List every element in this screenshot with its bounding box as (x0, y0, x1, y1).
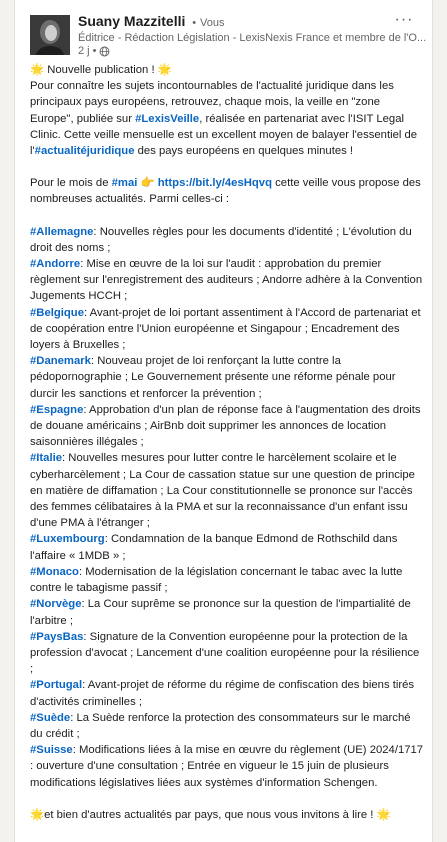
veille-link[interactable]: https://bit.ly/4esHqvq (157, 177, 272, 190)
pointing-hand-icon: 👉 (140, 177, 155, 190)
country-news-text: : Avant-projet de loi portant assentiment à l'Accord de partenariat et de coopération entre l'Union européenne et Singapour ; Encadrement des loyers à Bruxelles ; (30, 306, 421, 352)
author-name-row (78, 13, 224, 29)
country-hashtag[interactable]: #Italie (30, 452, 63, 465)
country-hashtag[interactable]: #Monaco (30, 565, 79, 578)
country-hashtag[interactable]: #Danemark (30, 355, 91, 368)
country-news-item (30, 353, 425, 402)
country-news-item (30, 596, 425, 628)
country-news-item (30, 450, 425, 531)
country-hashtag[interactable]: #Portugal (30, 679, 83, 692)
country-hashtag[interactable]: #Andorre (30, 258, 81, 271)
hashtag-lexisveille[interactable]: #LexisVeille (135, 112, 200, 125)
meta-separator: • (92, 45, 97, 57)
country-news-text: : Modernisation de la législation concernant le tabac avec la lutte contre le tabagisme passif ; (30, 565, 403, 595)
star-emoji-icon: 🌟 (30, 64, 45, 76)
month-text: cette veille vous propose des nombreuses actualités. Parmi celles-ci : (30, 177, 421, 206)
country-hashtag[interactable]: #Belgique (30, 306, 84, 319)
avatar-photo-icon (30, 15, 70, 55)
country-news-text: : La Cour suprême se prononce sur la question de l'impartialité de l'arbitre ; (30, 598, 411, 627)
country-hashtag[interactable]: #Espagne (30, 403, 84, 416)
intro-text: Pour connaître les sujets incontournables de l'actualité juridique dans les principaux pays européens, retrouvez, chaque mois, la veille en "zone Europe", publiée sur (30, 80, 394, 125)
country-news-text: : Nouvelles règles pour les documents d'identité ; L'évolution du droit des noms ; (30, 225, 412, 254)
country-news-text: : Nouvelles mesures pour lutter contre le harcèlement scolaire et le cyberharcèlement ; La Cour de cassation statue sur une question de principe en matière de diffamation ; La Cour constitutionnelle se prononce sur l'accès des femmes célibataires à la PMA et sur la reconnaissance d'un enfant issu d'une PMA à l'étranger ; (30, 452, 415, 530)
globe-icon (99, 46, 110, 57)
intro-text: des pays européens en quelques minutes ! (134, 145, 354, 158)
country-news-text: : Approbation d'un plan de réponse face à l'augmentation des droits de douane américains ; AirBnb doit supprimer les annonces de location saisonnières illégales ; (30, 403, 421, 449)
hashtag-mai[interactable]: #mai (111, 177, 138, 190)
country-news-item (30, 710, 425, 742)
outro-text: et bien d'autres actualités par pays, que nous vous invitons à lire ! (44, 808, 374, 821)
country-hashtag[interactable]: #Allemagne (30, 225, 94, 238)
country-news-item (30, 224, 425, 256)
star-emoji-icon: 🌟 (376, 808, 391, 821)
country-news-text: : Avant-projet de réforme du régime de confiscation des biens tirés d'activités criminelles ; (30, 679, 415, 708)
post-body (30, 62, 425, 823)
intro-title-line (30, 62, 425, 78)
hashtag-actualitejuridique[interactable]: #actualitéjuridique (34, 145, 135, 158)
intro-paragraph (30, 78, 425, 159)
country-news-item (30, 564, 425, 596)
author-avatar[interactable] (30, 15, 70, 55)
month-paragraph (30, 175, 425, 207)
country-news-text: : Signature de la Convention européenne pour la protection de la profession d'avocat ; Lancement d'une coalition européenne pour la résilience ; (30, 630, 420, 676)
author-headline: Éditrice - Rédaction Législation - LexisNexis France et membre de l'O... (78, 32, 427, 44)
country-news-text: : Modifications liées à la mise en œuvre du règlement (UE) 2024/1717 : ouverture d'une consultation ; Entrée en vigueur le 15 juin de plusieurs modifications législatives liées aux systèmes d'information Schengen. (30, 744, 424, 789)
more-options-button[interactable]: ··· (394, 11, 414, 28)
country-news-text: : Nouveau projet de loi renforçant la lutte contre la pédopornographie ; Le Gouvernement présente une réforme pénale pour durcir les sanctions et renforcer la prévention ; (30, 355, 396, 400)
country-news-list (30, 224, 425, 791)
relation-label: Vous (200, 17, 225, 29)
post-card (14, 0, 433, 842)
country-news-text: : Condamnation de la banque Edmond de Rothschild dans l'affaire « 1MDB » ; (30, 533, 398, 562)
intro-text: , réalisée en partenariat avec l'ISIT Legal Clinic. Cette veille mensuelle est un excellent moyen de balayer l'essentiel de l' (30, 112, 418, 158)
post-meta (78, 45, 110, 57)
outro-line (30, 807, 425, 823)
country-news-item (30, 256, 425, 305)
country-news-item (30, 305, 425, 354)
country-news-item (30, 402, 425, 451)
country-news-item (30, 629, 425, 678)
country-hashtag[interactable]: #Norvège (30, 598, 82, 611)
month-text: Pour le mois de (30, 177, 112, 190)
country-news-item (30, 742, 425, 791)
country-hashtag[interactable]: #Suède (30, 711, 71, 724)
country-news-item (30, 531, 425, 563)
country-news-text: : La Suède renforce la protection des consommateurs sur le marché du crédit ; (30, 711, 411, 740)
country-hashtag[interactable]: #Suisse (30, 744, 73, 757)
country-hashtag[interactable]: #PaysBas (30, 630, 84, 643)
author-name[interactable]: Suany Mazzitelli (78, 13, 186, 29)
country-hashtag[interactable]: #Luxembourg (30, 533, 105, 546)
star-emoji-icon: 🌟 (30, 808, 45, 821)
relation-separator: • (192, 17, 197, 29)
intro-title: Nouvelle publication ! (47, 64, 155, 76)
post-time[interactable]: 2 j (78, 45, 90, 57)
country-news-text: : Mise en œuvre de la loi sur l'audit : approbation du premier règlement sur l'enregistrement des auditeurs ; Andorre adhère à la Convention Jugements HCCH ; (30, 258, 423, 303)
country-news-item (30, 677, 425, 709)
star-emoji-icon: 🌟 (157, 64, 172, 76)
